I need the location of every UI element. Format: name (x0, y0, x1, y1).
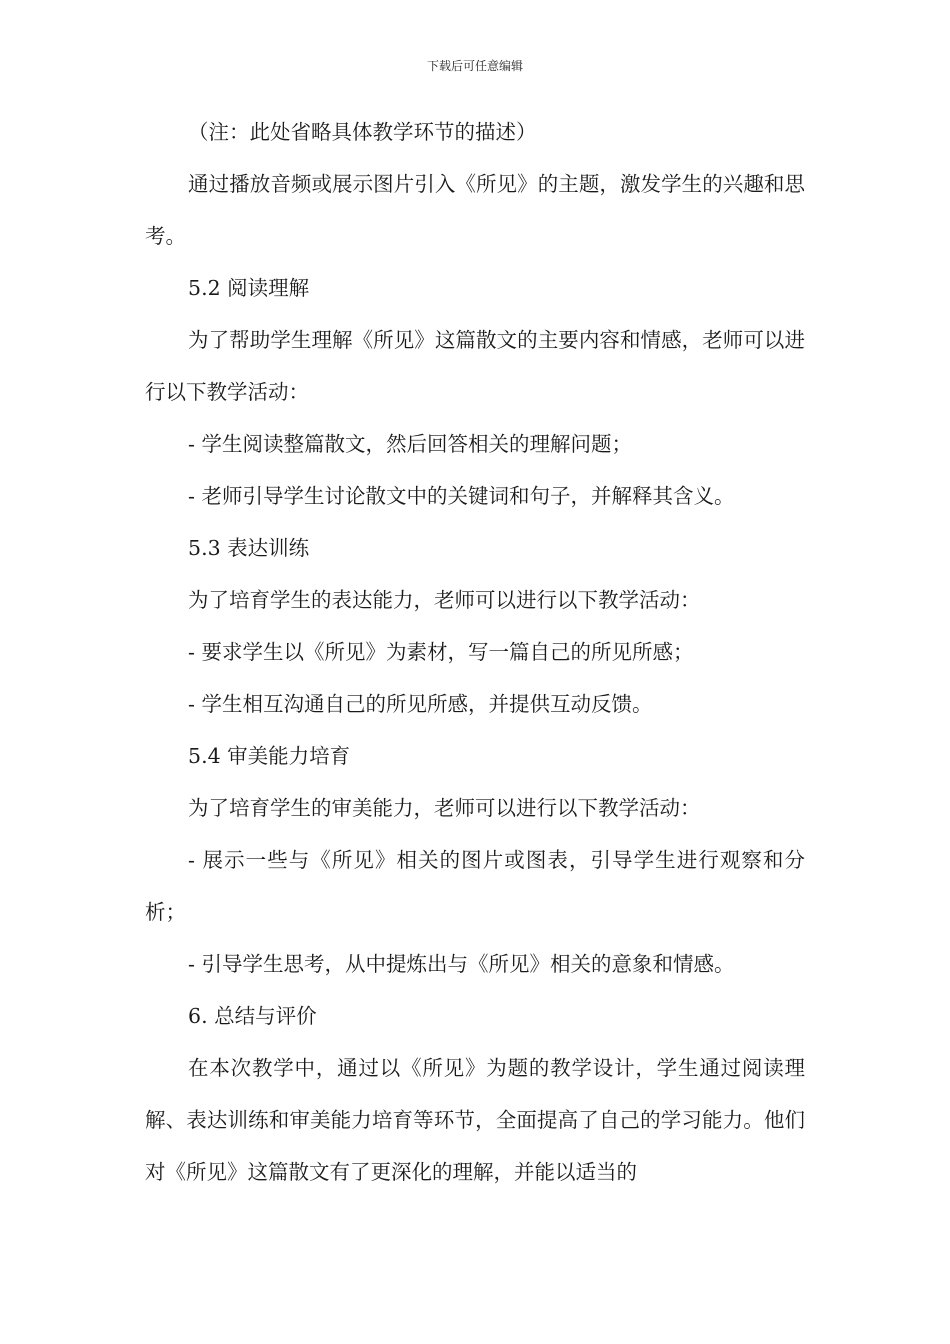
intro-paragraph: 通过播放音频或展示图片引入《所见》的主题，激发学生的兴趣和思考。 (145, 172, 805, 248)
aesthetics-activity-item: - 展示一些与《所见》相关的图片或图表，引导学生进行观察和分析； (145, 848, 805, 924)
aesthetics-intro-paragraph: 为了培育学生的审美能力，老师可以进行以下教学活动： (188, 796, 701, 820)
reading-activity-item: - 老师引导学生讨论散文中的关键词和句子，并解释其含义。 (188, 484, 735, 508)
expression-activity-item: - 要求学生以《所见》为素材，写一篇自己的所见所感； (188, 640, 694, 664)
note-paragraph: （注：此处省略具体教学环节的描述） (188, 120, 537, 144)
section-heading-aesthetics: 5.4 审美能力培育 (188, 744, 351, 768)
section-heading-summary: 6. 总结与评价 (188, 1004, 317, 1028)
summary-paragraph: 在本次教学中，通过以《所见》为题的教学设计，学生通过阅读理解、表达训练和审美能力培育等环节，全面提高了自己的学习能力。他们对《所见》这篇散文有了更深化的理解，并能以适当的 (145, 1056, 805, 1184)
reading-activity-item: - 学生阅读整篇散文，然后回答相关的理解问题； (188, 432, 632, 456)
expression-activity-item: - 学生相互沟通自己的所见所感，并提供互动反馈。 (188, 692, 653, 716)
section-heading-expression: 5.3 表达训练 (188, 536, 310, 560)
page-header: 下载后可任意编辑 (426, 59, 523, 73)
expression-intro-paragraph: 为了培育学生的表达能力，老师可以进行以下教学活动： (188, 588, 701, 612)
reading-intro-paragraph: 为了帮助学生理解《所见》这篇散文的主要内容和情感，老师可以进行以下教学活动： (145, 328, 805, 404)
section-heading-reading: 5.2 阅读理解 (188, 276, 310, 300)
document-body (145, 106, 805, 1198)
aesthetics-activity-item: - 引导学生思考，从中提炼出与《所见》相关的意象和情感。 (188, 952, 735, 976)
